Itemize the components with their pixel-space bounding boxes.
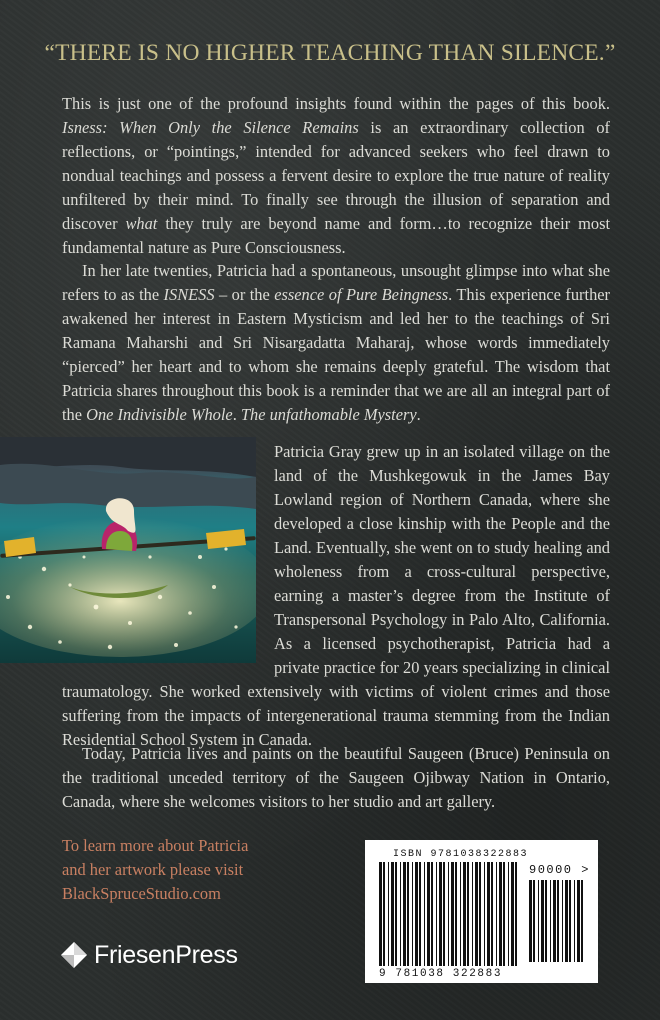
- learn-more-block: [62, 834, 322, 906]
- barcode-bars: [365, 840, 598, 983]
- price-code: 90000 >: [529, 863, 590, 877]
- book-title: Isness: When Only the Silence Remains: [62, 118, 359, 137]
- publisher-name: FriesenPress: [94, 940, 238, 969]
- author-bio-paragraph: Patricia Gray grew up in an isolated village on the land of the Mushkegowuk in the James Bay Lowland region of Northern Canada, where she developed a close kinship with the People and the Land. Eventually, she went on to study healing and wholeness from a cross-cultural perspective, earning a master’s degree from the Institute of Transpersonal Psychology in Palo Alto, California. As a licensed psychotherapist, Patricia had a private practice for 20 years specializing in clinical traumatology. She worked extensively with victims of violent crimes and those suffering from the impacts of intergenerational trauma stemming from the Indian Residential School System in Canada.: [62, 442, 610, 749]
- barcode-digits: 9 781038 322883: [379, 968, 503, 980]
- headline-quote: “THERE IS NO HIGHER TEACHING THAN SILENCE.”: [44, 40, 616, 66]
- learn-more-line-1: To learn more about Patricia: [62, 836, 249, 855]
- isbn-label: ISBN 9781038322883: [393, 849, 529, 860]
- experience-paragraph: In her late twenties, Patricia had a spontaneous, unsought glimpse into what she refers to as the ISNESS – or the essence of Pure Beingness. This experience further awakened her interest in Eastern Mysticism and led her to the teachings of Sri Ramana Maharshi and Sri Nisargadatta Maharaj, whose words immediately “pierced” her heart and to whom she remains deeply grateful. The wisdom that Patricia shares throughout this book is a reminder that we are all an integral part of the One Indivisible Whole. The unfathomable Mystery.: [62, 261, 610, 424]
- friesenpress-diamond-icon: [60, 941, 88, 969]
- today-paragraph: Today, Patricia lives and paints on the beautiful Saugeen (Bruce) Peninsula on the traditional unceded territory of the Saugeen Ojibway Nation in Ontario, Canada, where she welcomes visitors to her studio and art gallery.: [62, 744, 610, 811]
- isbn-barcode: [365, 840, 598, 983]
- website-link[interactable]: BlackSpruceStudio.com: [62, 884, 221, 903]
- intro-paragraph: This is just one of the profound insights found within the pages of this book. Isness: When Only the Silence Remains is an extraordinary collection of reflections, or “pointings,” intended for advanced seekers who feel drawn to nondual teachings and possess a fervent desire to explore the true nature of reality unfiltered by their mind. To finally see through the illusion of separation and discover what they truly are beyond name and form…to recognize their most fundamental nature as Pure Consciousness.: [62, 94, 611, 257]
- publisher-logo: [60, 937, 238, 973]
- learn-more-line-2: and her artwork please visit: [62, 860, 244, 879]
